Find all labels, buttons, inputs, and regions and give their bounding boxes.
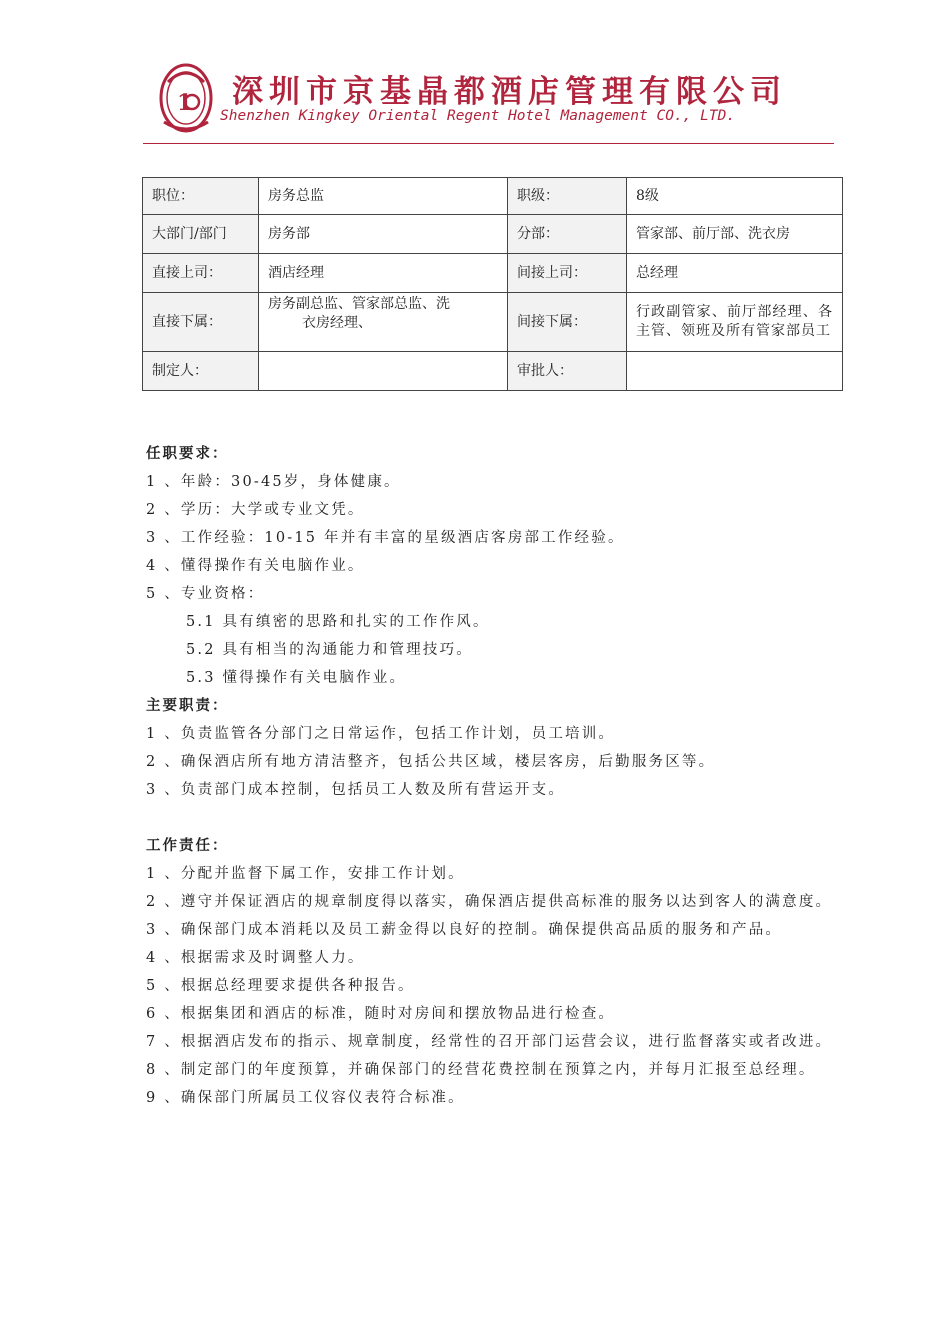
list-sub-item: 5.1 具有缜密的思路和扎实的工作作风。	[186, 614, 490, 630]
department-label: 大部门/部门	[143, 215, 259, 254]
company-name-cn: 深圳市京基晶都酒店管理有限公司	[232, 74, 787, 110]
list-item: 2 、遵守并保证酒店的规章制度得以落实，确保酒店提供高标准的服务以达到客人的满意度。	[146, 894, 833, 910]
direct-superior-label: 直接上司：	[143, 254, 259, 293]
hotel-crest-logo-icon	[158, 62, 214, 136]
table-row	[143, 254, 843, 293]
list-item: 8 、制定部门的年度预算，并确保部门的经营花费控制在预算之内，并每月汇报至总经理。	[146, 1062, 816, 1078]
direct-superior-value: 酒店经理	[259, 254, 508, 293]
list-item: 5 、根据总经理要求提供各种报告。	[146, 978, 415, 994]
position-label: 职位：	[143, 178, 259, 215]
prepared-by-label: 制定人：	[143, 352, 259, 391]
indirect-subordinates-label: 间接下属：	[508, 293, 627, 352]
prepared-by-value	[259, 352, 508, 391]
job-info-table	[142, 177, 843, 391]
list-item: 9 、确保部门所属员工仪容仪表符合标准。	[146, 1090, 465, 1106]
list-item: 5 、专业资格：	[146, 586, 265, 602]
company-name-en: Shenzhen Kingkey Oriental Regent Hotel Management CO., LTD.	[220, 108, 736, 124]
list-item: 3 、确保部门成本消耗以及员工薪金得以良好的控制。确保提供高品质的服务和产品。	[146, 922, 783, 938]
department-value: 房务部	[259, 215, 508, 254]
direct-subordinates-label: 直接下属：	[143, 293, 259, 352]
section-spacer	[146, 804, 836, 832]
approved-by-label: 审批人：	[508, 352, 627, 391]
header-divider	[143, 143, 834, 144]
grade-label: 职级：	[508, 178, 627, 215]
table-row	[143, 215, 843, 254]
direct-subordinates-value	[259, 293, 508, 352]
list-sub-item: 5.2 具有相当的沟通能力和管理技巧。	[186, 642, 473, 658]
table-row	[143, 352, 843, 391]
requirements-heading: 任职要求：	[146, 446, 229, 462]
table-row	[143, 178, 843, 215]
approved-by-value	[627, 352, 843, 391]
list-item: 3 、工作经验：10-15 年并有丰富的星级酒店客房部工作经验。	[146, 530, 625, 546]
duties-heading: 主要职责：	[146, 698, 229, 714]
sub-department-label: 分部：	[508, 215, 627, 254]
list-item: 1 、负责监管各分部门之日常运作，包括工作计划，员工培训。	[146, 726, 616, 742]
list-sub-item: 5.3 懂得操作有关电脑作业。	[186, 670, 407, 686]
list-item: 6 、根据集团和酒店的标准，随时对房间和摆放物品进行检查。	[146, 1006, 616, 1022]
list-item: 4 、懂得操作有关电脑作业。	[146, 558, 365, 574]
list-item: 1 、分配并监督下属工作，安排工作计划。	[146, 866, 465, 882]
list-item: 1 、年龄：30-45岁，身体健康。	[146, 474, 401, 490]
responsibilities-heading: 工作责任：	[146, 838, 229, 854]
job-description-body	[146, 440, 836, 1112]
direct-subordinates-line-2: 衣房经理、	[302, 315, 372, 331]
table-row	[143, 293, 843, 352]
sub-department-value: 管家部、前厅部、洗衣房	[627, 215, 843, 254]
indirect-subordinates-value: 行政副管家、前厅部经理、各主管、领班及所有管家部员工	[627, 293, 843, 352]
list-item: 2 、确保酒店所有地方清洁整齐，包括公共区域，楼层客房，后勤服务区等。	[146, 754, 716, 770]
grade-value: 8级	[627, 178, 843, 215]
list-item: 3 、负责部门成本控制，包括员工人数及所有营运开支。	[146, 782, 566, 798]
indirect-superior-value: 总经理	[627, 254, 843, 293]
svg-text:1: 1	[177, 90, 193, 116]
position-value: 房务总监	[259, 178, 508, 215]
direct-subordinates-line-1: 房务副总监、管家部总监、洗	[268, 296, 450, 312]
list-item: 4 、根据需求及时调整人力。	[146, 950, 365, 966]
indirect-superior-label: 间接上司：	[508, 254, 627, 293]
list-item: 2 、学历：大学或专业文凭。	[146, 502, 365, 518]
list-item: 7 、根据酒店发布的指示、规章制度，经常性的召开部门运营会议，进行监督落实或者改进。	[146, 1034, 833, 1050]
